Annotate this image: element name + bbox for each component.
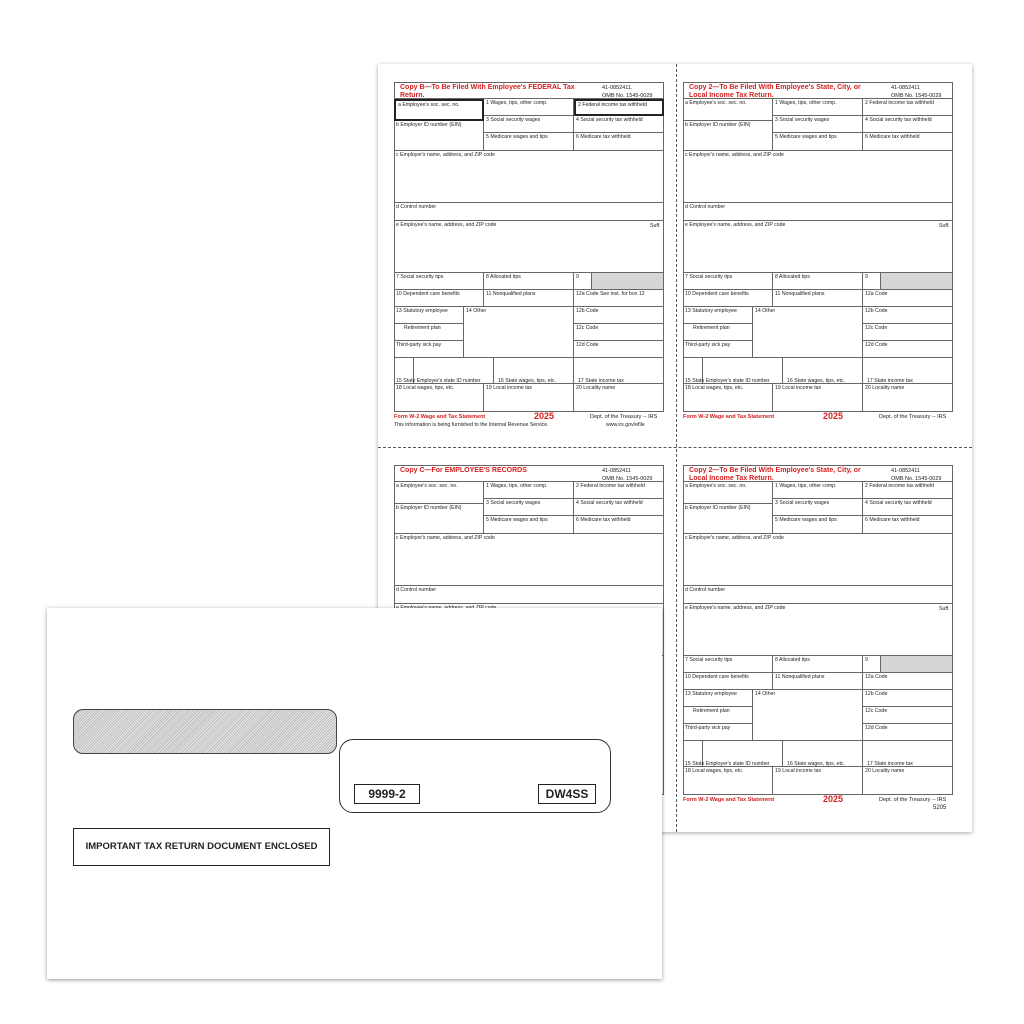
box-12b: 12b Code: [863, 690, 953, 707]
form-year: 2025: [823, 411, 844, 421]
double-window-envelope: [47, 608, 662, 979]
box-13: 13 Statutory employee: [683, 690, 753, 707]
box-14: 14 Other: [464, 307, 574, 358]
ein-label: 41-0852411 OMB No. 1545-0029: [602, 468, 653, 482]
box-a: a Employee's soc. sec. no.: [394, 482, 484, 504]
box-12a: 12a Code: [863, 290, 953, 307]
box-6: 6 Medicare tax withheld: [863, 133, 953, 151]
box-12c: 12c Code: [863, 707, 953, 724]
box-4: 4 Social security tax withheld: [574, 116, 664, 133]
horizontal-perforation: [378, 447, 972, 448]
box-16: 16 State wages, tips, etc.: [787, 378, 845, 384]
box-1: 1 Wages, tips, other comp.: [484, 482, 574, 499]
box-17: 17 State income tax: [867, 761, 913, 767]
box-8: 8 Allocated tips: [773, 656, 863, 673]
box-6: 6 Medicare tax withheld: [863, 516, 953, 534]
irs-info-note: This information is being furnished to the Internal Revenue Service.: [394, 422, 549, 428]
box-5: 5 Medicare wages and tips: [484, 516, 574, 534]
box-12b: 12b Code: [863, 307, 953, 324]
box-9: 9: [863, 273, 881, 290]
box-5: 5 Medicare wages and tips: [773, 133, 863, 151]
form-year: 2025: [534, 411, 555, 421]
box-d: d Control number: [394, 203, 664, 221]
box-b: b Employer ID number (EIN): [394, 121, 484, 151]
box-6: 6 Medicare tax withheld: [574, 516, 664, 534]
box-20: 20 Locality name: [863, 384, 953, 412]
form-name: Form W-2 Wage and Tax Statement: [683, 797, 775, 803]
important-document-notice: IMPORTANT TAX RETURN DOCUMENT ENCLOSED: [73, 828, 330, 866]
box-6: 6 Medicare tax withheld: [574, 133, 664, 151]
box-2: 2 Federal income tax withheld: [574, 99, 664, 116]
box-15: 15 State Employer's state ID number: [685, 761, 770, 767]
envelope-code-right: DW4SS: [538, 784, 596, 804]
box-12b: 12b Code: [574, 307, 664, 324]
box-4: 4 Social security tax withheld: [863, 116, 953, 133]
copy-title: Copy C—For EMPLOYEE'S RECORDS: [400, 467, 527, 474]
box-1: 1 Wages, tips, other comp.: [773, 482, 863, 499]
box-20: 20 Locality name: [574, 384, 664, 412]
box-18: 18 Local wages, tips, etc.: [683, 767, 773, 795]
box-e: e Employee's name, address, and ZIP code: [683, 221, 953, 273]
copy-title: Copy 2—To Be Filed With Employee's State, City, or Local Income Tax Return.: [689, 467, 861, 482]
box-4: 4 Social security tax withheld: [574, 499, 664, 516]
w2-copy-2-top: [683, 82, 953, 434]
box-19: 19 Local income tax: [484, 384, 574, 412]
box-5: 5 Medicare wages and tips: [484, 133, 574, 151]
box-12a: 12a Code: [863, 673, 953, 690]
ein-label: 41-0852411 OMB No. 1545-0029: [891, 468, 942, 482]
box-12c: 12c Code: [863, 324, 953, 341]
vertical-perforation: [676, 64, 677, 832]
box-12d: 12d Code: [863, 724, 953, 741]
box-3: 3 Social security wages: [773, 116, 863, 133]
box-13-sick-pay: Third-party sick pay: [683, 724, 753, 741]
box-13-retirement: Retirement plan: [683, 324, 753, 341]
copy-title: Copy 2—To Be Filed With Employee's State, City, or Local Income Tax Return.: [689, 84, 861, 99]
box-10: 10 Dependent care benefits: [394, 290, 484, 307]
box-9-shaded: [881, 656, 953, 673]
box-18: 18 Local wages, tips, etc.: [394, 384, 484, 412]
box-13-sick-pay: Third-party sick pay: [683, 341, 753, 358]
suff-label: Suff.: [939, 223, 950, 229]
suff-label: Suff.: [650, 223, 661, 229]
box-19: 19 Local income tax: [773, 767, 863, 795]
box-11: 11 Nonqualified plans: [484, 290, 574, 307]
box-9: 9: [863, 656, 881, 673]
box-17: 17 State income tax: [867, 378, 913, 384]
box-13: 13 Statutory employee: [683, 307, 753, 324]
box-7: 7 Social security tips: [394, 273, 484, 290]
box-20: 20 Locality name: [863, 767, 953, 795]
box-4: 4 Social security tax withheld: [863, 499, 953, 516]
box-9-shaded: [592, 273, 664, 290]
w2-copy-b: [394, 82, 664, 434]
box-2: 2 Federal income tax withheld: [574, 482, 664, 499]
box-b: b Employer ID number (EIN): [683, 121, 773, 151]
box-7: 7 Social security tips: [683, 273, 773, 290]
box-15: 15 State Employer's state ID number: [685, 378, 770, 384]
box-8: 8 Allocated tips: [484, 273, 574, 290]
box-12c: 12c Code: [574, 324, 664, 341]
box-3: 3 Social security wages: [484, 499, 574, 516]
dept-label: Dept. of the Treasury -- IRS: [879, 797, 947, 803]
box-12d: 12d Code: [863, 341, 953, 358]
box-2: 2 Federal income tax withheld: [863, 99, 953, 116]
suff-label: Suff.: [939, 606, 950, 612]
box-11: 11 Nonqualified plans: [773, 290, 863, 307]
box-c: c Employer's name, address, and ZIP code: [394, 534, 664, 586]
box-14: 14 Other: [753, 307, 863, 358]
box-13-retirement: Retirement plan: [394, 324, 464, 341]
box-e: e Employee's name, address, and ZIP code: [394, 221, 664, 273]
box-9-shaded: [881, 273, 953, 290]
box-13: 13 Statutory employee: [394, 307, 464, 324]
box-15: 15 State Employer's state ID number: [396, 378, 481, 384]
box-c: c Employer's name, address, and ZIP code: [394, 151, 664, 203]
box-12d: 12d Code: [574, 341, 664, 358]
box-10: 10 Dependent care benefits: [683, 673, 773, 690]
irs-url: www.irs.gov/efile: [606, 422, 645, 428]
box-8: 8 Allocated tips: [773, 273, 863, 290]
copy-title: Copy B—To Be Filed With Employee's FEDERAL Tax Return.: [400, 84, 575, 99]
ein-label: 41-0852411. OMB No. 1545-0029: [602, 85, 653, 99]
w2-copy-2-bottom: [683, 465, 953, 817]
box-c: c Employer's name, address, and ZIP code: [683, 534, 953, 586]
product-code: 5205: [933, 805, 947, 811]
box-10: 10 Dependent care benefits: [683, 290, 773, 307]
box-11: 11 Nonqualified plans: [773, 673, 863, 690]
box-1: 1 Wages, tips, other comp.: [773, 99, 863, 116]
box-13-sick-pay: Third-party sick pay: [394, 341, 464, 358]
box-2: 2 Federal income tax withheld: [863, 482, 953, 499]
box-3: 3 Social security wages: [484, 116, 574, 133]
box-a: a Employee's soc. sec. no.: [683, 482, 773, 504]
form-name: Form W-2 Wage and Tax Statement: [683, 414, 775, 420]
box-16: 16 State wages, tips, etc.: [787, 761, 845, 767]
box-3: 3 Social security wages: [773, 499, 863, 516]
box-d: d Control number: [683, 203, 953, 221]
form-year: 2025: [823, 794, 844, 804]
box-b: b Employer ID number (EIN): [394, 504, 484, 534]
recipient-window: [339, 739, 611, 813]
form-name: Form W-2 Wage and Tax Statement: [394, 414, 486, 420]
box-12a: 12a Code See inst. for box 12: [574, 290, 664, 307]
box-7: 7 Social security tips: [683, 656, 773, 673]
box-b: b Employer ID number (EIN): [683, 504, 773, 534]
box-9: 9: [574, 273, 592, 290]
box-d: d Control number: [683, 586, 953, 604]
return-address-window: [73, 709, 337, 754]
box-c: c Employer's name, address, and ZIP code: [683, 151, 953, 203]
box-a: a Employee's soc. sec. no.: [394, 99, 484, 121]
box-13-retirement: Retirement plan: [683, 707, 753, 724]
box-5: 5 Medicare wages and tips: [773, 516, 863, 534]
ein-label: 41-0852411 OMB No. 1545-0029: [891, 85, 942, 99]
box-a: a Employee's soc. sec. no.: [683, 99, 773, 121]
dept-label: Dept. of the Treasury -- IRS: [879, 414, 947, 420]
box-19: 19 Local income tax: [773, 384, 863, 412]
box-d: d Control number: [394, 586, 664, 604]
box-16: 16 State wages, tips, etc.: [498, 378, 556, 384]
box-17: 17 State income tax: [578, 378, 624, 384]
box-14: 14 Other: [753, 690, 863, 741]
box-18: 18 Local wages, tips, etc.: [683, 384, 773, 412]
envelope-code-left: 9999-2: [354, 784, 420, 804]
dept-label: Dept. of the Treasury -- IRS: [590, 414, 658, 420]
box-e: e Employee's name, address, and ZIP code: [683, 604, 953, 656]
box-1: 1 Wages, tips, other comp.: [484, 99, 574, 116]
